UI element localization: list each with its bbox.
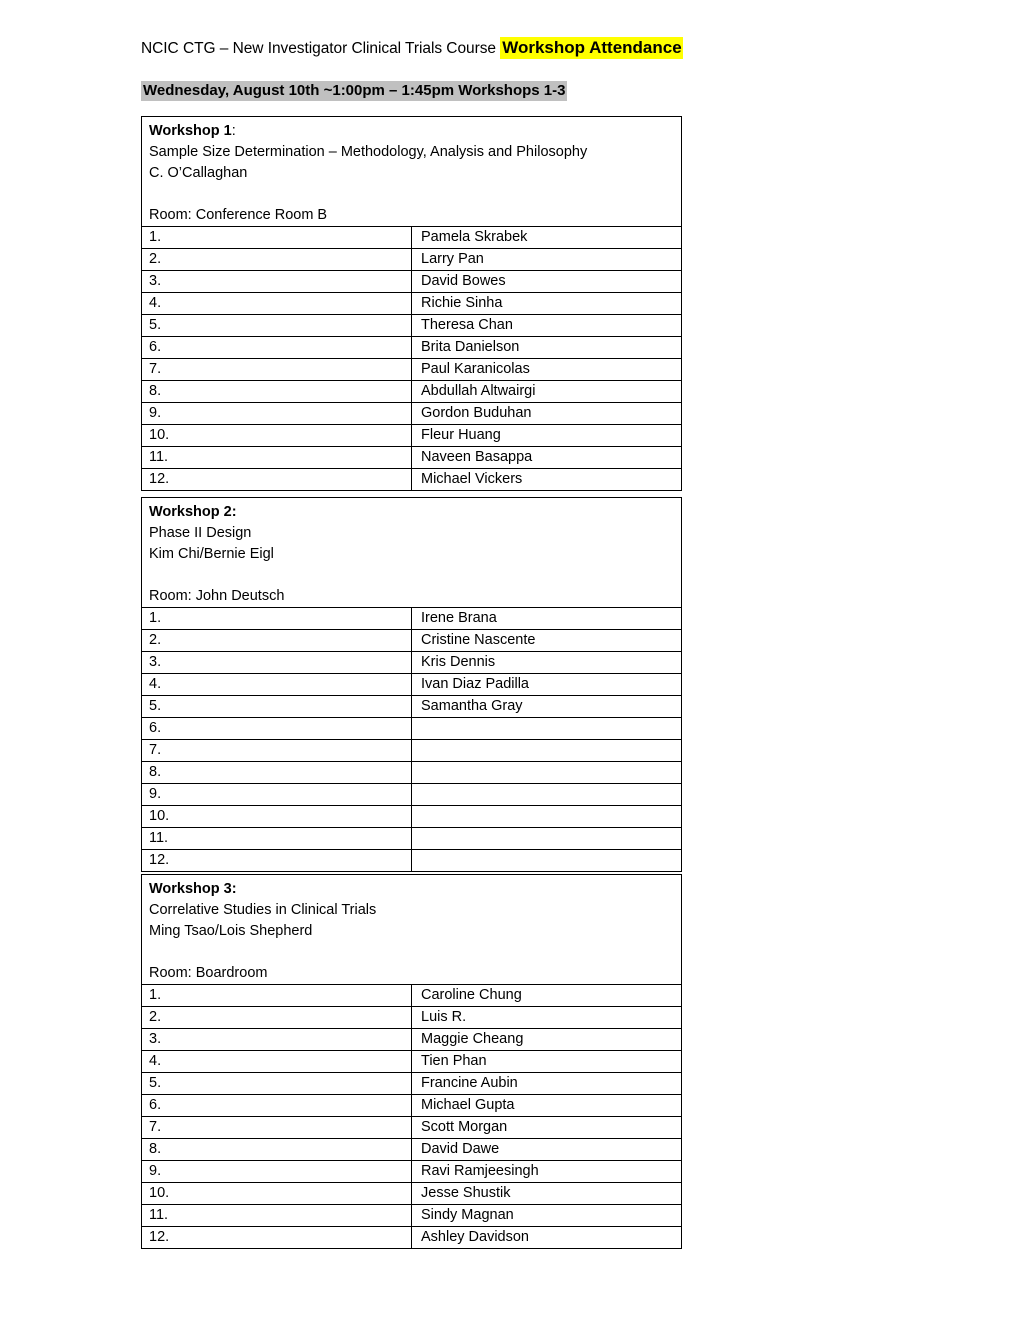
- table-row: [142, 227, 682, 249]
- workshop-1-topic: Sample Size Determination – Methodology, Analysis and Philosophy: [149, 144, 588, 160]
- table-row: [142, 608, 682, 630]
- attendee-name[interactable]: Caroline Chung: [412, 985, 682, 1007]
- attendee-name[interactable]: Ravi Ramjeesingh: [412, 1161, 682, 1183]
- table-row: [142, 403, 682, 425]
- row-number: 11.: [142, 1205, 412, 1227]
- attendee-name[interactable]: Fleur Huang: [412, 425, 682, 447]
- table-row: [142, 271, 682, 293]
- row-number: 9.: [142, 1161, 412, 1183]
- table-row: [142, 315, 682, 337]
- table-row: [142, 381, 682, 403]
- workshop-attendance-highlight: Workshop Attendance: [502, 38, 682, 57]
- table-row: [142, 469, 682, 491]
- row-number: 10.: [142, 425, 412, 447]
- row-number: 1.: [142, 985, 412, 1007]
- table-row: [142, 850, 682, 872]
- table-row: [142, 1029, 682, 1051]
- session-date-line: [141, 81, 567, 101]
- table-row: [142, 1073, 682, 1095]
- attendee-name[interactable]: [412, 762, 682, 784]
- workshop-1-title-suffix: :: [231, 123, 236, 139]
- row-number: 7.: [142, 1117, 412, 1139]
- table-row: [142, 1139, 682, 1161]
- workshop-2-blank-line: [149, 565, 681, 586]
- workshop-1-title: Workshop 1: [149, 123, 232, 139]
- attendee-name[interactable]: Ivan Diaz Padilla: [412, 674, 682, 696]
- attendee-name[interactable]: Michael Gupta: [412, 1095, 682, 1117]
- table-row: [142, 828, 682, 850]
- workshop-2-header-cell: [142, 498, 682, 608]
- table-row: [142, 784, 682, 806]
- attendee-name[interactable]: Paul Karanicolas: [412, 359, 682, 381]
- workshop-1-presenters: C. O’Callaghan: [149, 165, 248, 181]
- attendee-name[interactable]: Naveen Basappa: [412, 447, 682, 469]
- attendee-name[interactable]: [412, 806, 682, 828]
- workshop-3-topic: Correlative Studies in Clinical Trials: [149, 902, 377, 918]
- table-row: [142, 1007, 682, 1029]
- workshop-1-blank-line: [149, 184, 681, 205]
- table-row: [142, 1183, 682, 1205]
- workshop-1-room: Room: Conference Room B: [149, 207, 328, 223]
- table-row: [142, 1161, 682, 1183]
- row-number: 8.: [142, 1139, 412, 1161]
- table-row: [142, 1095, 682, 1117]
- table-row: [142, 806, 682, 828]
- attendee-name[interactable]: Scott Morgan: [412, 1117, 682, 1139]
- table-row: [142, 696, 682, 718]
- attendee-name[interactable]: Brita Danielson: [412, 337, 682, 359]
- workshop-3-blank-line: [149, 942, 681, 963]
- row-number: 3.: [142, 271, 412, 293]
- table-row: [142, 249, 682, 271]
- table-row: [142, 447, 682, 469]
- table-row: [142, 1051, 682, 1073]
- workshop-2-title-line: [149, 502, 681, 523]
- workshop-header-row: [142, 498, 682, 608]
- row-number: 2.: [142, 1007, 412, 1029]
- course-title-text: NCIC CTG – New Investigator Clinical Trials Course: [141, 40, 501, 57]
- row-number: 1.: [142, 608, 412, 630]
- row-number: 5.: [142, 315, 412, 337]
- row-number: 3.: [142, 652, 412, 674]
- table-row: [142, 652, 682, 674]
- attendee-name[interactable]: Michael Vickers: [412, 469, 682, 491]
- attendee-name[interactable]: [412, 740, 682, 762]
- row-number: 6.: [142, 718, 412, 740]
- table-row: [142, 425, 682, 447]
- workshop-1-header-cell: [142, 117, 682, 227]
- attendee-name[interactable]: Irene Brana: [412, 608, 682, 630]
- row-number: 10.: [142, 806, 412, 828]
- attendee-name[interactable]: Samantha Gray: [412, 696, 682, 718]
- table-row: [142, 359, 682, 381]
- attendee-name[interactable]: Larry Pan: [412, 249, 682, 271]
- workshop-header-row: [142, 875, 682, 985]
- row-number: 7.: [142, 740, 412, 762]
- row-number: 2.: [142, 630, 412, 652]
- table-row: [142, 1205, 682, 1227]
- workshop-3-body: [142, 875, 682, 1249]
- attendee-name[interactable]: Jesse Shustik: [412, 1183, 682, 1205]
- workshop-2-topic: Phase II Design: [149, 525, 252, 541]
- attendee-name[interactable]: Luis R.: [412, 1007, 682, 1029]
- workshop-2-room: Room: John Deutsch: [149, 588, 285, 604]
- workshop-3-title: Workshop 3:: [149, 881, 237, 897]
- row-number: 7.: [142, 359, 412, 381]
- table-row: [142, 337, 682, 359]
- attendee-name[interactable]: Abdullah Altwairgi: [412, 381, 682, 403]
- table-row: [142, 293, 682, 315]
- attendee-name[interactable]: David Dawe: [412, 1139, 682, 1161]
- table-row: [142, 718, 682, 740]
- attendee-name[interactable]: Cristine Nascente: [412, 630, 682, 652]
- row-number: 11.: [142, 828, 412, 850]
- table-row: [142, 1227, 682, 1249]
- workshop-3-presenters: Ming Tsao/Lois Shepherd: [149, 923, 313, 939]
- workshop-3-room: Room: Boardroom: [149, 965, 268, 981]
- row-number: 8.: [142, 381, 412, 403]
- attendee-name[interactable]: Tien Phan: [412, 1051, 682, 1073]
- row-number: 5.: [142, 1073, 412, 1095]
- table-row: [142, 1117, 682, 1139]
- attendee-name[interactable]: Pamela Skrabek: [412, 227, 682, 249]
- attendee-name[interactable]: [412, 850, 682, 872]
- workshop-header-row: [142, 117, 682, 227]
- row-number: 6.: [142, 337, 412, 359]
- workshop-2-presenters: Kim Chi/Bernie Eigl: [149, 546, 274, 562]
- attendee-name[interactable]: [412, 828, 682, 850]
- attendee-name[interactable]: Sindy Magnan: [412, 1205, 682, 1227]
- attendee-name[interactable]: Kris Dennis: [412, 652, 682, 674]
- row-number: 3.: [142, 1029, 412, 1051]
- document-header: [141, 38, 683, 59]
- workshop-1-table: [141, 116, 682, 491]
- row-number: 10.: [142, 1183, 412, 1205]
- row-number: 12.: [142, 850, 412, 872]
- session-date-highlight: Wednesday, August 10th ~1:00pm – 1:45pm Workshops 1-3: [143, 82, 566, 99]
- table-row: [142, 740, 682, 762]
- row-number: 2.: [142, 249, 412, 271]
- row-number: 9.: [142, 784, 412, 806]
- attendee-name[interactable]: Maggie Cheang: [412, 1029, 682, 1051]
- table-row: [142, 985, 682, 1007]
- workshop-1-title-line: [149, 121, 681, 142]
- workshop-3-title-line: [149, 879, 681, 900]
- row-number: 4.: [142, 293, 412, 315]
- row-number: 12.: [142, 469, 412, 491]
- attendee-name[interactable]: Theresa Chan: [412, 315, 682, 337]
- workshop-1-body: [142, 117, 682, 491]
- row-number: 12.: [142, 1227, 412, 1249]
- row-number: 8.: [142, 762, 412, 784]
- table-row: [142, 674, 682, 696]
- attendee-name[interactable]: Gordon Buduhan: [412, 403, 682, 425]
- row-number: 1.: [142, 227, 412, 249]
- attendee-name[interactable]: Richie Sinha: [412, 293, 682, 315]
- table-row: [142, 630, 682, 652]
- row-number: 4.: [142, 674, 412, 696]
- workshop-3-header-cell: [142, 875, 682, 985]
- attendee-name[interactable]: [412, 784, 682, 806]
- workshop-2-body: [142, 498, 682, 872]
- workshop-3-table: [141, 874, 682, 1249]
- row-number: 4.: [142, 1051, 412, 1073]
- attendee-name[interactable]: Francine Aubin: [412, 1073, 682, 1095]
- attendee-name[interactable]: [412, 718, 682, 740]
- row-number: 11.: [142, 447, 412, 469]
- row-number: 5.: [142, 696, 412, 718]
- workshop-2-title: Workshop 2:: [149, 504, 237, 520]
- attendee-name[interactable]: David Bowes: [412, 271, 682, 293]
- row-number: 9.: [142, 403, 412, 425]
- attendee-name[interactable]: Ashley Davidson: [412, 1227, 682, 1249]
- row-number: 6.: [142, 1095, 412, 1117]
- workshop-2-table: [141, 497, 682, 872]
- table-row: [142, 762, 682, 784]
